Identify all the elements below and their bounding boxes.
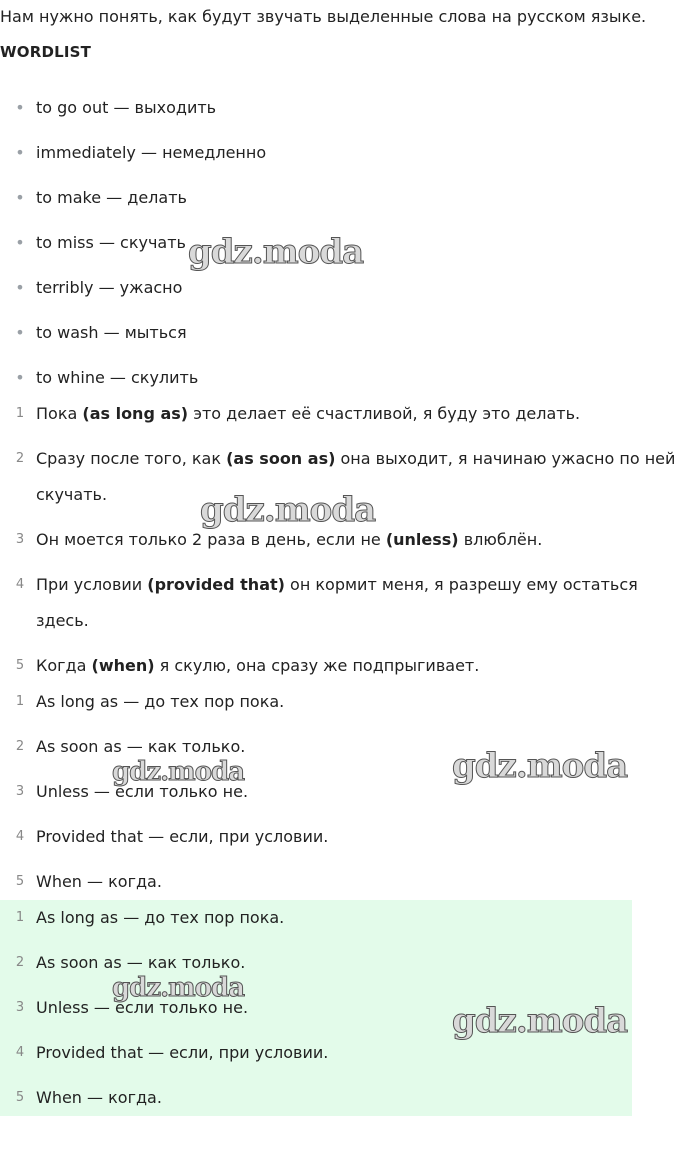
list-item-text: immediately — немедленно — [36, 143, 267, 162]
bullet-icon: • — [15, 323, 25, 342]
answer-text: Provided that — если, при условии. — [36, 1043, 329, 1062]
meaning-text: Unless — если только не. — [36, 782, 249, 801]
watermark: gdz.moda — [452, 1001, 628, 1041]
bullet-icon: • — [15, 368, 25, 387]
translation-pre: Когда — [36, 656, 92, 675]
watermark: gdz.moda — [112, 973, 245, 1003]
translation-post: это делает её счастливой, я буду это делать. — [188, 404, 581, 423]
translation-item — [0, 653, 660, 679]
list-item-text: to go out — выходить — [36, 98, 217, 117]
watermark: gdz.moda — [188, 232, 364, 272]
list-item-text: terribly — ужасно — [36, 278, 183, 297]
answer-text: Unless — если только не. — [36, 998, 249, 1017]
translation-item — [0, 446, 676, 472]
translation-pre: Сразу после того, как — [36, 449, 227, 468]
list-item-text: to miss — скучать — [36, 233, 186, 252]
list-item — [0, 365, 660, 391]
item-number: 2 — [15, 739, 25, 754]
meaning-text: Provided that — если, при условии. — [36, 827, 329, 846]
item-number: 2 — [15, 451, 25, 466]
translation-pre: Пока — [36, 404, 83, 423]
translation-bold: (when) — [91, 656, 155, 675]
item-number: 5 — [15, 874, 25, 889]
translation-item — [0, 527, 660, 553]
intro-text: Нам нужно понять, как будут звучать выделенные слова на русском языке. — [0, 7, 647, 26]
watermark: gdz.moda — [452, 746, 628, 786]
translation-continuation: скучать. — [36, 485, 108, 504]
list-item-text: to make — делать — [36, 188, 187, 207]
list-item-text: to wash — мыться — [36, 323, 187, 342]
bullet-icon: • — [15, 278, 25, 297]
item-number: 4 — [15, 829, 25, 844]
list-item — [0, 275, 660, 301]
meaning-item — [0, 689, 660, 715]
item-number: 3 — [15, 784, 25, 799]
answer-text: When — когда. — [36, 1088, 162, 1107]
bullet-icon: • — [15, 98, 25, 117]
translation-post: она выходит, я начинаю ужасно по ней — [335, 449, 676, 468]
answer-item — [0, 1085, 660, 1111]
translation-bold: (unless) — [385, 530, 459, 549]
answer-text: As soon as — как только. — [36, 953, 246, 972]
meaning-item — [0, 824, 660, 850]
translation-pre: При условии — [36, 575, 148, 594]
translation-item — [0, 572, 660, 598]
item-number: 3 — [15, 532, 25, 547]
answer-item — [0, 905, 660, 931]
item-number: 2 — [15, 955, 25, 970]
watermark: gdz.moda — [200, 490, 376, 530]
bullet-icon: • — [15, 143, 25, 162]
translation-post: влюблён. — [458, 530, 543, 549]
answer-item — [0, 950, 660, 976]
translation-bold: (provided that) — [147, 575, 285, 594]
meaning-text: As soon as — как только. — [36, 737, 246, 756]
list-item — [0, 320, 660, 346]
item-number: 1 — [15, 910, 25, 925]
item-number: 4 — [15, 577, 25, 592]
translation-continuation: здесь. — [36, 611, 89, 630]
list-item — [0, 140, 660, 166]
watermark: gdz.moda — [112, 757, 245, 787]
translation-post: я скулю, она сразу же подпрыгивает. — [154, 656, 480, 675]
meaning-text: As long as — до тех пор пока. — [36, 692, 285, 711]
translation-item — [0, 401, 660, 427]
bullet-icon: • — [15, 188, 25, 207]
meaning-item — [0, 869, 660, 895]
bullet-icon: • — [15, 233, 25, 252]
item-number: 5 — [15, 658, 25, 673]
translation-bold: (as soon as) — [226, 449, 336, 468]
list-item — [0, 185, 660, 211]
answer-item — [0, 1040, 660, 1066]
item-number: 1 — [15, 694, 25, 709]
list-item-text: to whine — скулить — [36, 368, 199, 387]
item-number: 4 — [15, 1045, 25, 1060]
answer-text: As long as — до тех пор пока. — [36, 908, 285, 927]
list-item — [0, 95, 660, 121]
item-number: 5 — [15, 1090, 25, 1105]
item-number: 3 — [15, 1000, 25, 1015]
translation-post: он кормит меня, я разрешу ему остаться — [284, 575, 638, 594]
translation-pre: Он моется только 2 раза в день, если не — [36, 530, 386, 549]
translation-bold: (as long as) — [82, 404, 189, 423]
item-number: 1 — [15, 406, 25, 421]
wordlist-heading: WORDLIST — [0, 43, 92, 61]
meaning-text: When — когда. — [36, 872, 162, 891]
